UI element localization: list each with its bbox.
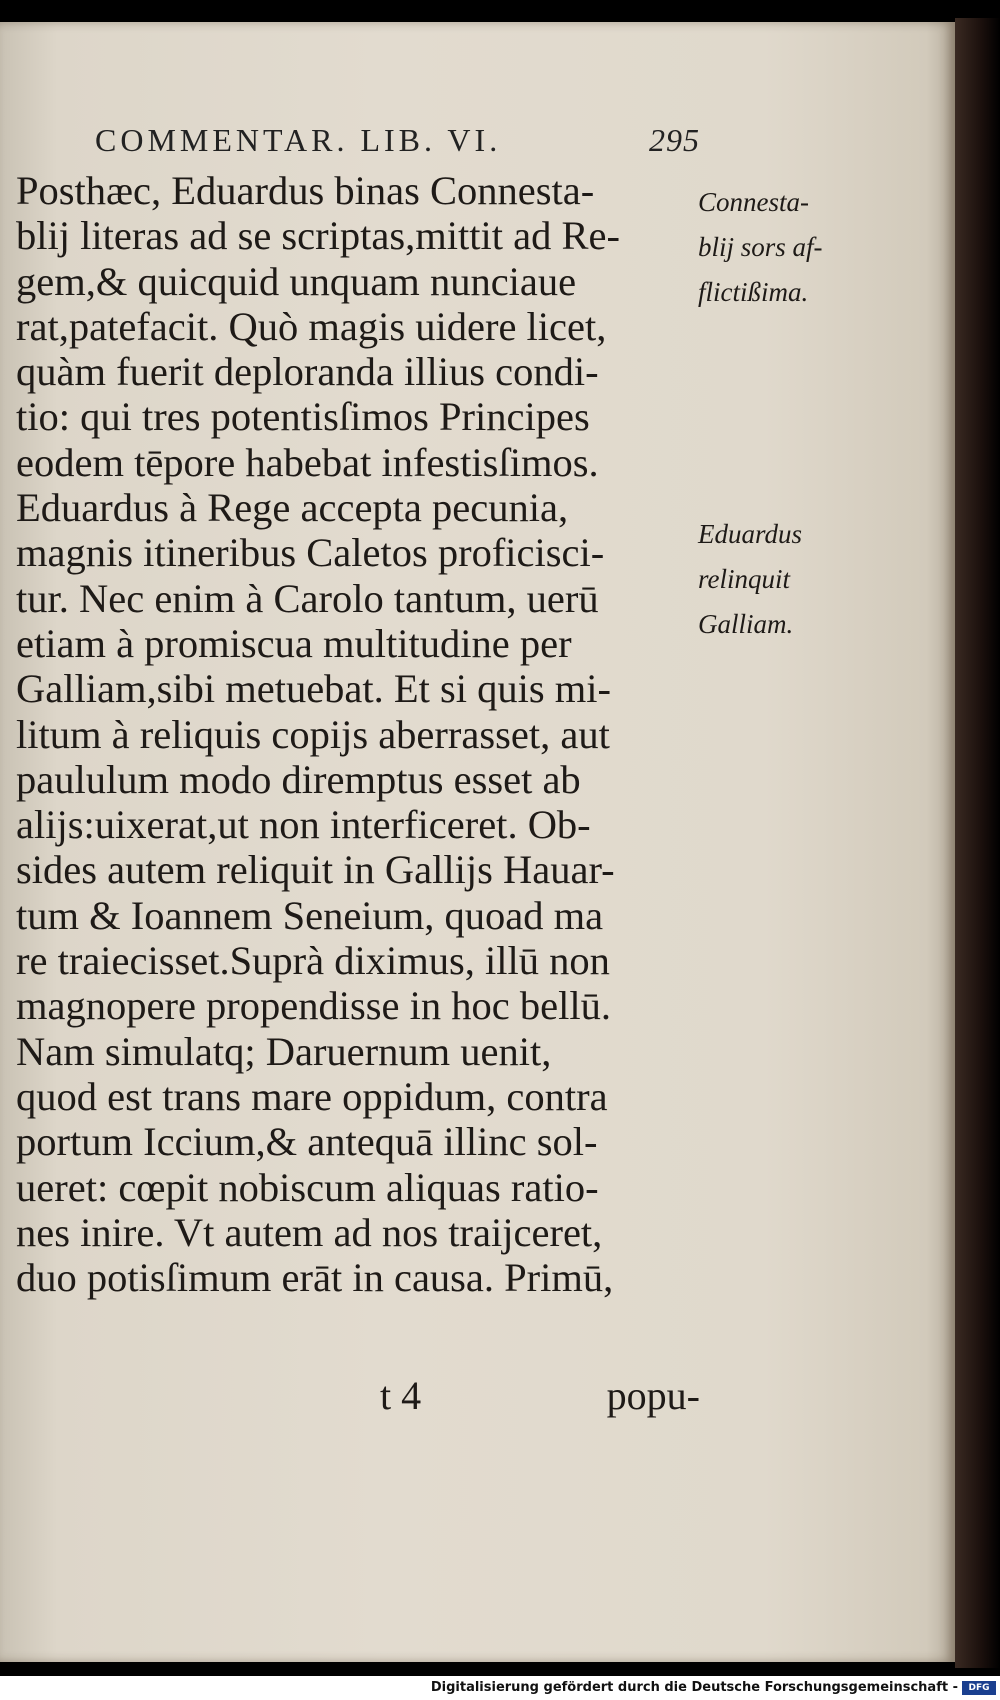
text-line: tio: qui tres potentisſimos Principes bbox=[16, 394, 590, 440]
text-line: duo potisſimum erāt in causa. Primū, bbox=[16, 1255, 614, 1301]
text-line: tur. Nec enim à Carolo tantum, uerū bbox=[16, 575, 599, 621]
catchline bbox=[380, 1372, 700, 1417]
text-line: nes inire. Vt autem ad nos traijceret, bbox=[16, 1209, 603, 1255]
main-text-block bbox=[16, 168, 696, 1300]
page-number: 295 bbox=[649, 122, 700, 158]
text-line: rat,patefacit. Quò magis uidere licet, bbox=[16, 303, 607, 349]
text-line: Posthæc, Eduardus binas Connesta- bbox=[16, 168, 595, 213]
margin-note-line: Galliam. bbox=[698, 609, 794, 639]
text-line: eodem tēpore habebat infestisſimos. bbox=[16, 439, 599, 485]
margin-note-line: Connesta- bbox=[698, 187, 809, 217]
margin-note-connestablij bbox=[698, 180, 848, 315]
margin-note-line: flictißima. bbox=[698, 277, 809, 307]
text-line: re traiecisset.Suprà diximus, illū non bbox=[16, 938, 610, 984]
text-line: blij literas ad se scriptas,mittit ad Re- bbox=[16, 213, 620, 259]
text-line: litum à reliquis copijs aberrasset, aut bbox=[16, 711, 610, 757]
funding-credit: Digitalisierung gefördert durch die Deutsche Forschungsgemeinschaft - bbox=[430, 1680, 958, 1695]
text-line: portum Iccium,& antequā illinc sol- bbox=[16, 1119, 598, 1165]
text-line: quàm fuerit deploranda illius condi- bbox=[16, 349, 599, 395]
text-line: tum & Ioannem Seneium, quoad ma bbox=[16, 892, 604, 938]
text-line: Eduardus à Rege accepta pecunia, bbox=[16, 485, 569, 531]
signature-mark: t 4 bbox=[380, 1373, 422, 1418]
text-line: quod est trans mare oppidum, contra bbox=[16, 1073, 608, 1119]
text-line: ueret: cœpit nobiscum aliquas ratio- bbox=[16, 1164, 599, 1210]
text-line: Galliam,sibi metuebat. Et si quis mi- bbox=[16, 666, 612, 712]
text-line: alijs:uixerat,ut non interficeret. Ob- bbox=[16, 802, 591, 848]
text-line: gem,& quicquid unquam nunciaue bbox=[16, 258, 577, 304]
margin-note-line: blij sors af- bbox=[698, 232, 823, 262]
running-title: COMMENTAR. LIB. VI. bbox=[95, 122, 502, 158]
dfg-logo: DFG bbox=[962, 1681, 996, 1695]
text-line: magnis itineribus Caletos proficisci- bbox=[16, 530, 605, 576]
margin-note-eduardus bbox=[698, 512, 848, 647]
catchword: popu- bbox=[606, 1373, 700, 1418]
text-line: etiam à promiscua multitudine per bbox=[16, 620, 572, 666]
margin-note-line: relinquit bbox=[698, 564, 790, 594]
text-line: paululum modo diremptus esset ab bbox=[16, 756, 581, 802]
digitization-footer bbox=[0, 1676, 1000, 1700]
book-edge bbox=[955, 18, 1000, 1668]
margin-note-line: Eduardus bbox=[698, 519, 803, 549]
text-line: sides autem reliquit in Gallijs Hauar- bbox=[16, 847, 615, 893]
running-header bbox=[95, 122, 700, 166]
text-line: magnopere propendisse in hoc bellū. bbox=[16, 983, 611, 1029]
text-line: Nam simulatq; Daruernum uenit, bbox=[16, 1028, 552, 1074]
